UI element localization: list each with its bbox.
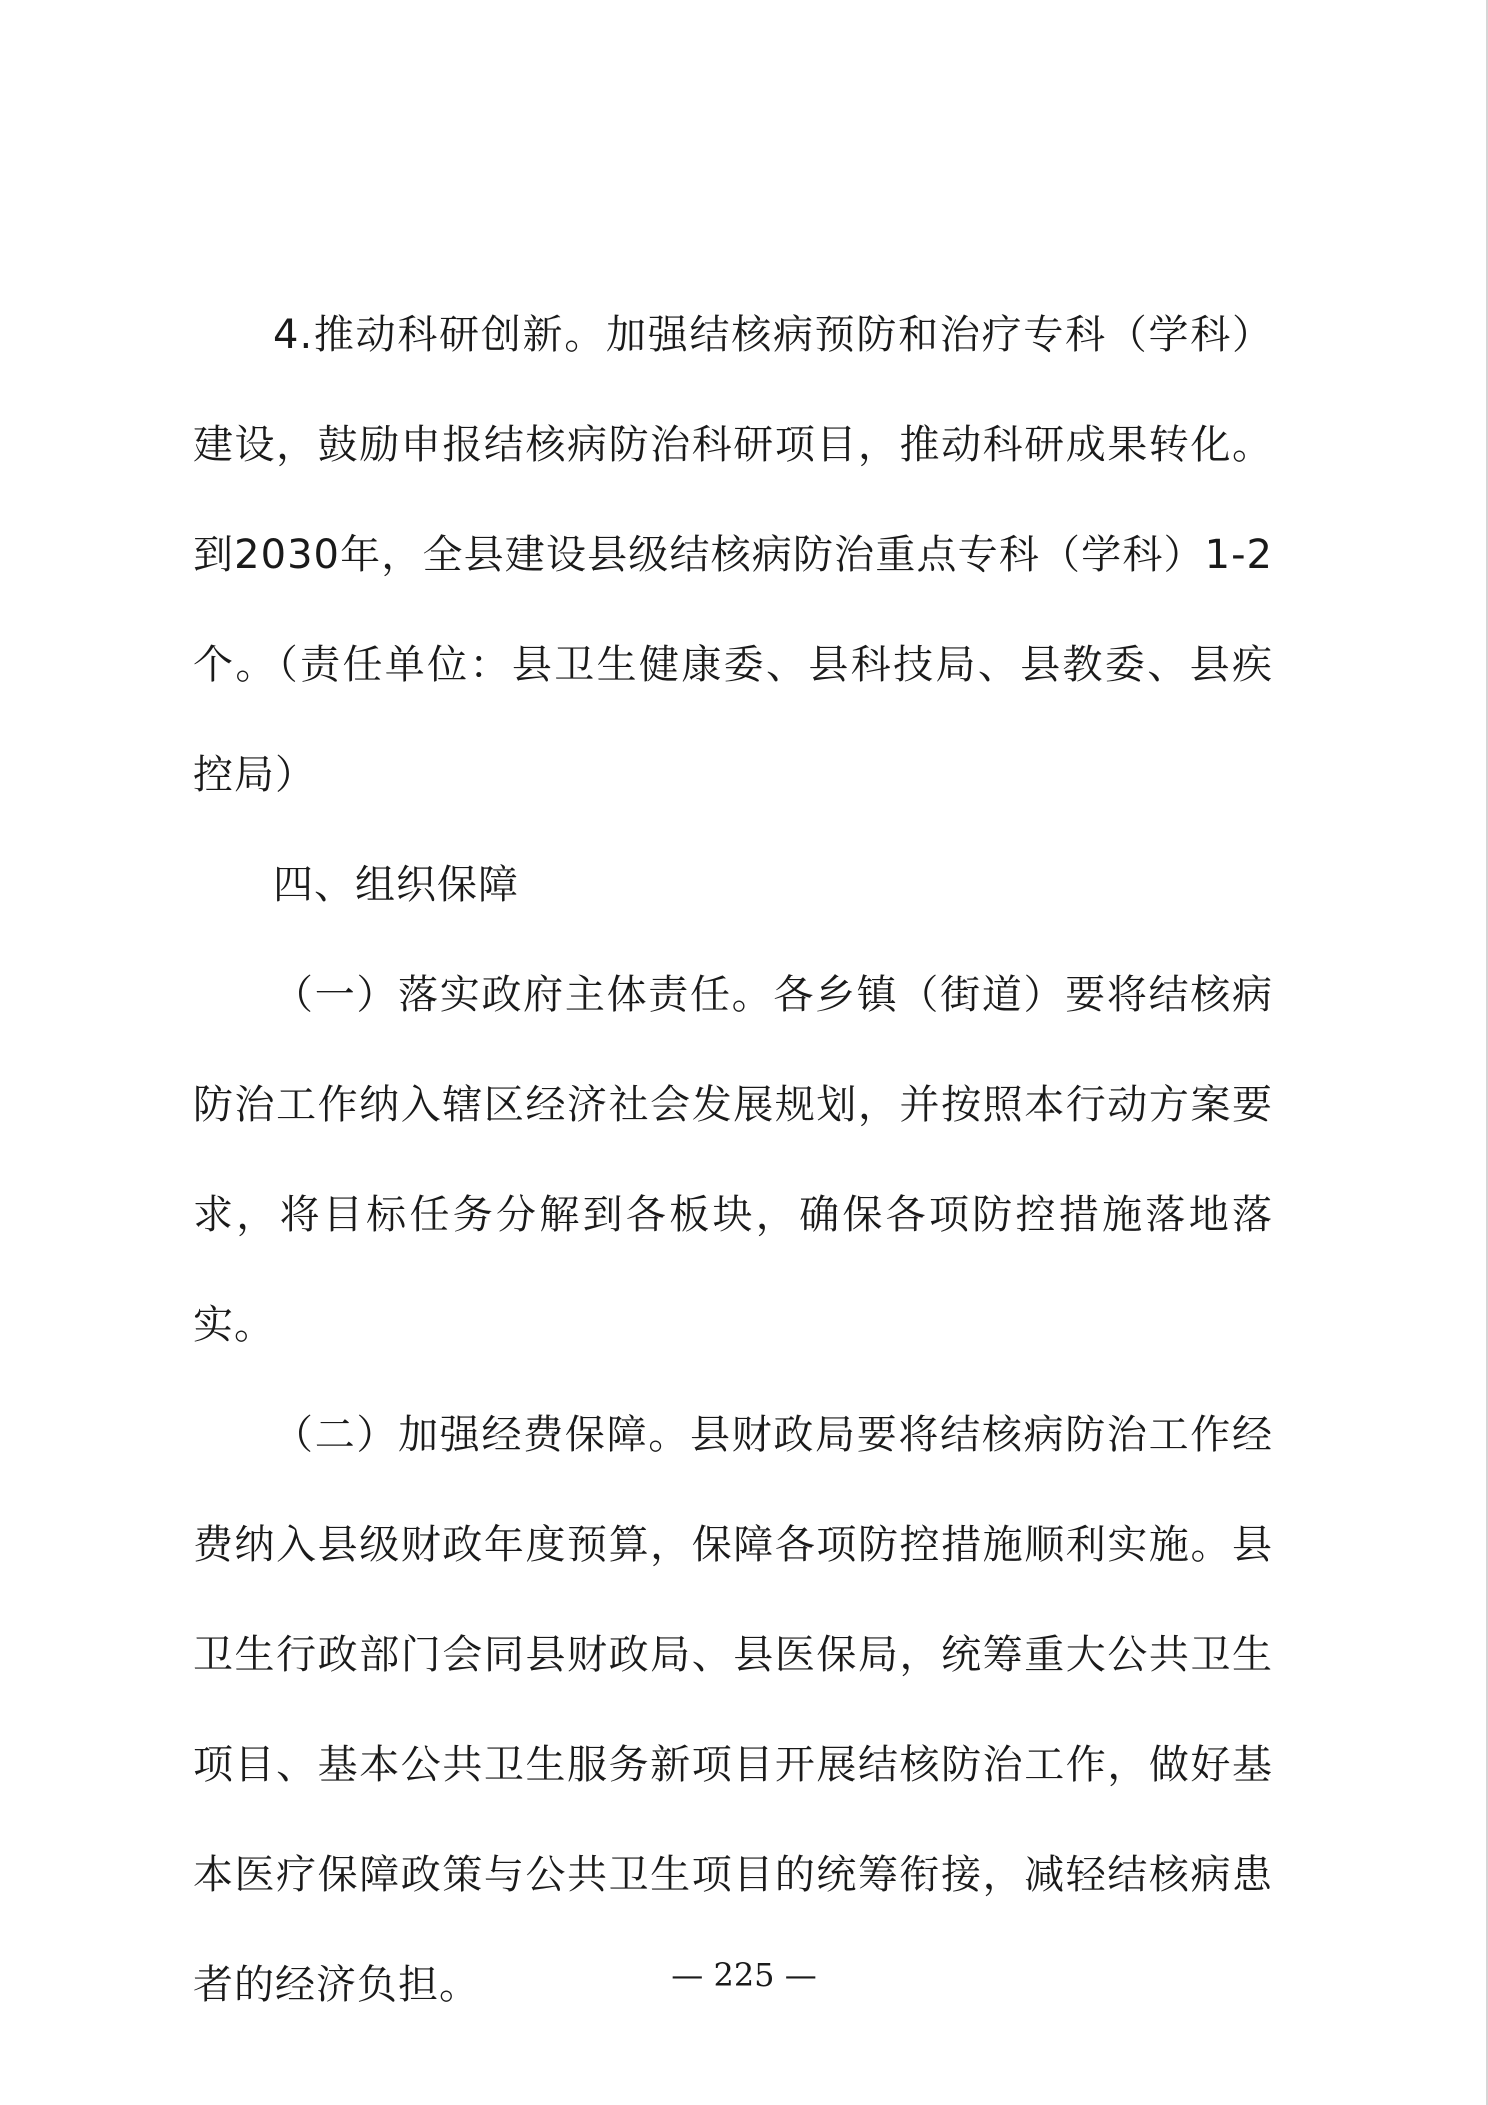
paragraph-funding-guarantee: （二）加强经费保障。县财政局要将结核病防治工作经费纳入县级财政年度预算，保障各项防控措施顺利实施。县卫生行政部门会同县财政局、县医保局，统筹重大公共卫生项目、基本公共卫生服务新项目开展结核防治工作，做好基本医疗保障政策与公共卫生项目的统筹衔接，减轻结核病患者的经济负担。 bbox=[193, 1412, 1273, 2008]
paragraph-government-responsibility: （一）落实政府主体责任。各乡镇（街道）要将结核病防治工作纳入辖区经济社会发展规划，并按照本行动方案要求，将目标任务分解到各板块，确保各项防控措施落地落实。 bbox=[193, 972, 1273, 1348]
paragraph-research-innovation: 4.推动科研创新。加强结核病预防和治疗专科（学科）建设，鼓励申报结核病防治科研项目，推动科研成果转化。到2030年，全县建设县级结核病防治重点专科（学科）1-2个。（责任单位：县卫生健康委、县科技局、县教委、县疾控局） bbox=[193, 312, 1273, 798]
page-number: — 225 — bbox=[671, 1956, 817, 1994]
document-body bbox=[193, 280, 1273, 2040]
section-heading-organization: 四、组织保障 bbox=[273, 862, 519, 908]
